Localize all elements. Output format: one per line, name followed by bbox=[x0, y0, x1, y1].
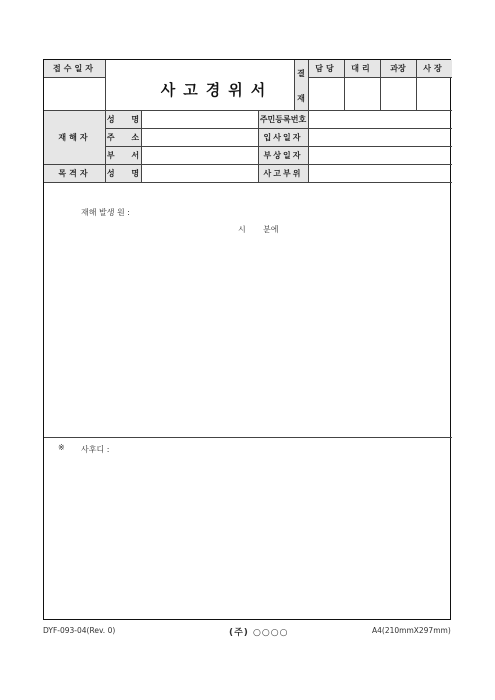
approval-sign-president[interactable] bbox=[416, 77, 452, 110]
witness-name-field[interactable] bbox=[141, 164, 258, 182]
witness-section-label: 목격자 bbox=[58, 168, 91, 178]
receipt-date-divider bbox=[105, 60, 106, 110]
doc-code: DYF-093-04(Rev. 0) bbox=[43, 626, 116, 635]
occurrence-label: 재해 발생 원 : bbox=[81, 208, 130, 217]
victim-section-label: 재해자 bbox=[58, 132, 91, 142]
company-name: (주) ○○○○ bbox=[229, 628, 289, 638]
aftercare-label: 사후디 : bbox=[81, 445, 110, 454]
accident-report-form bbox=[43, 59, 451, 620]
approval-sign-section-chief[interactable] bbox=[380, 77, 416, 110]
approval-label-bottom: 재 bbox=[297, 93, 305, 103]
accident-area-field[interactable] bbox=[308, 164, 452, 182]
injury-date-label: 부상일자 bbox=[263, 150, 303, 160]
join-date-field[interactable] bbox=[308, 128, 452, 146]
occurrence-time-hour: 시 bbox=[238, 225, 246, 234]
witness-bottom-rule bbox=[44, 182, 452, 183]
approval-sign-deputy[interactable] bbox=[344, 77, 380, 110]
join-date-label: 입사일자 bbox=[263, 132, 303, 142]
approver-section-chief: 과장 bbox=[390, 64, 406, 73]
approval-label-top: 결 bbox=[297, 68, 305, 78]
paper-size: A4(210mmX297mm) bbox=[372, 626, 451, 635]
receipt-date-label: 접수일자 bbox=[53, 64, 96, 73]
receipt-date-field[interactable] bbox=[44, 77, 105, 110]
aftercare-description-area[interactable] bbox=[44, 458, 452, 618]
victim-department-field[interactable] bbox=[141, 146, 258, 164]
witness-name-label: 성 명 bbox=[106, 168, 140, 178]
victim-name-field[interactable] bbox=[141, 110, 258, 128]
victim-address-field[interactable] bbox=[141, 128, 258, 146]
approver-president: 사장 bbox=[423, 64, 445, 73]
body-divider-rule bbox=[44, 437, 452, 438]
occurrence-time-minute: 분에 bbox=[263, 225, 279, 234]
victim-address-label: 주 소 bbox=[106, 132, 140, 142]
victim-department-label: 부 서 bbox=[106, 150, 140, 160]
approver-deputy: 대리 bbox=[351, 64, 373, 73]
approval-sign-manager[interactable] bbox=[308, 77, 344, 110]
occurrence-description-area[interactable] bbox=[44, 236, 452, 436]
injury-date-field[interactable] bbox=[308, 146, 452, 164]
victim-name-label: 성 명 bbox=[106, 114, 140, 124]
page-title: 사고경위서 bbox=[160, 80, 274, 99]
note-mark: ※ bbox=[58, 443, 65, 452]
resident-number-label: 주민등록번호 bbox=[259, 114, 307, 124]
approver-manager: 담당 bbox=[315, 64, 337, 73]
accident-area-label: 사고부위 bbox=[263, 168, 303, 178]
resident-number-field[interactable] bbox=[308, 110, 452, 128]
